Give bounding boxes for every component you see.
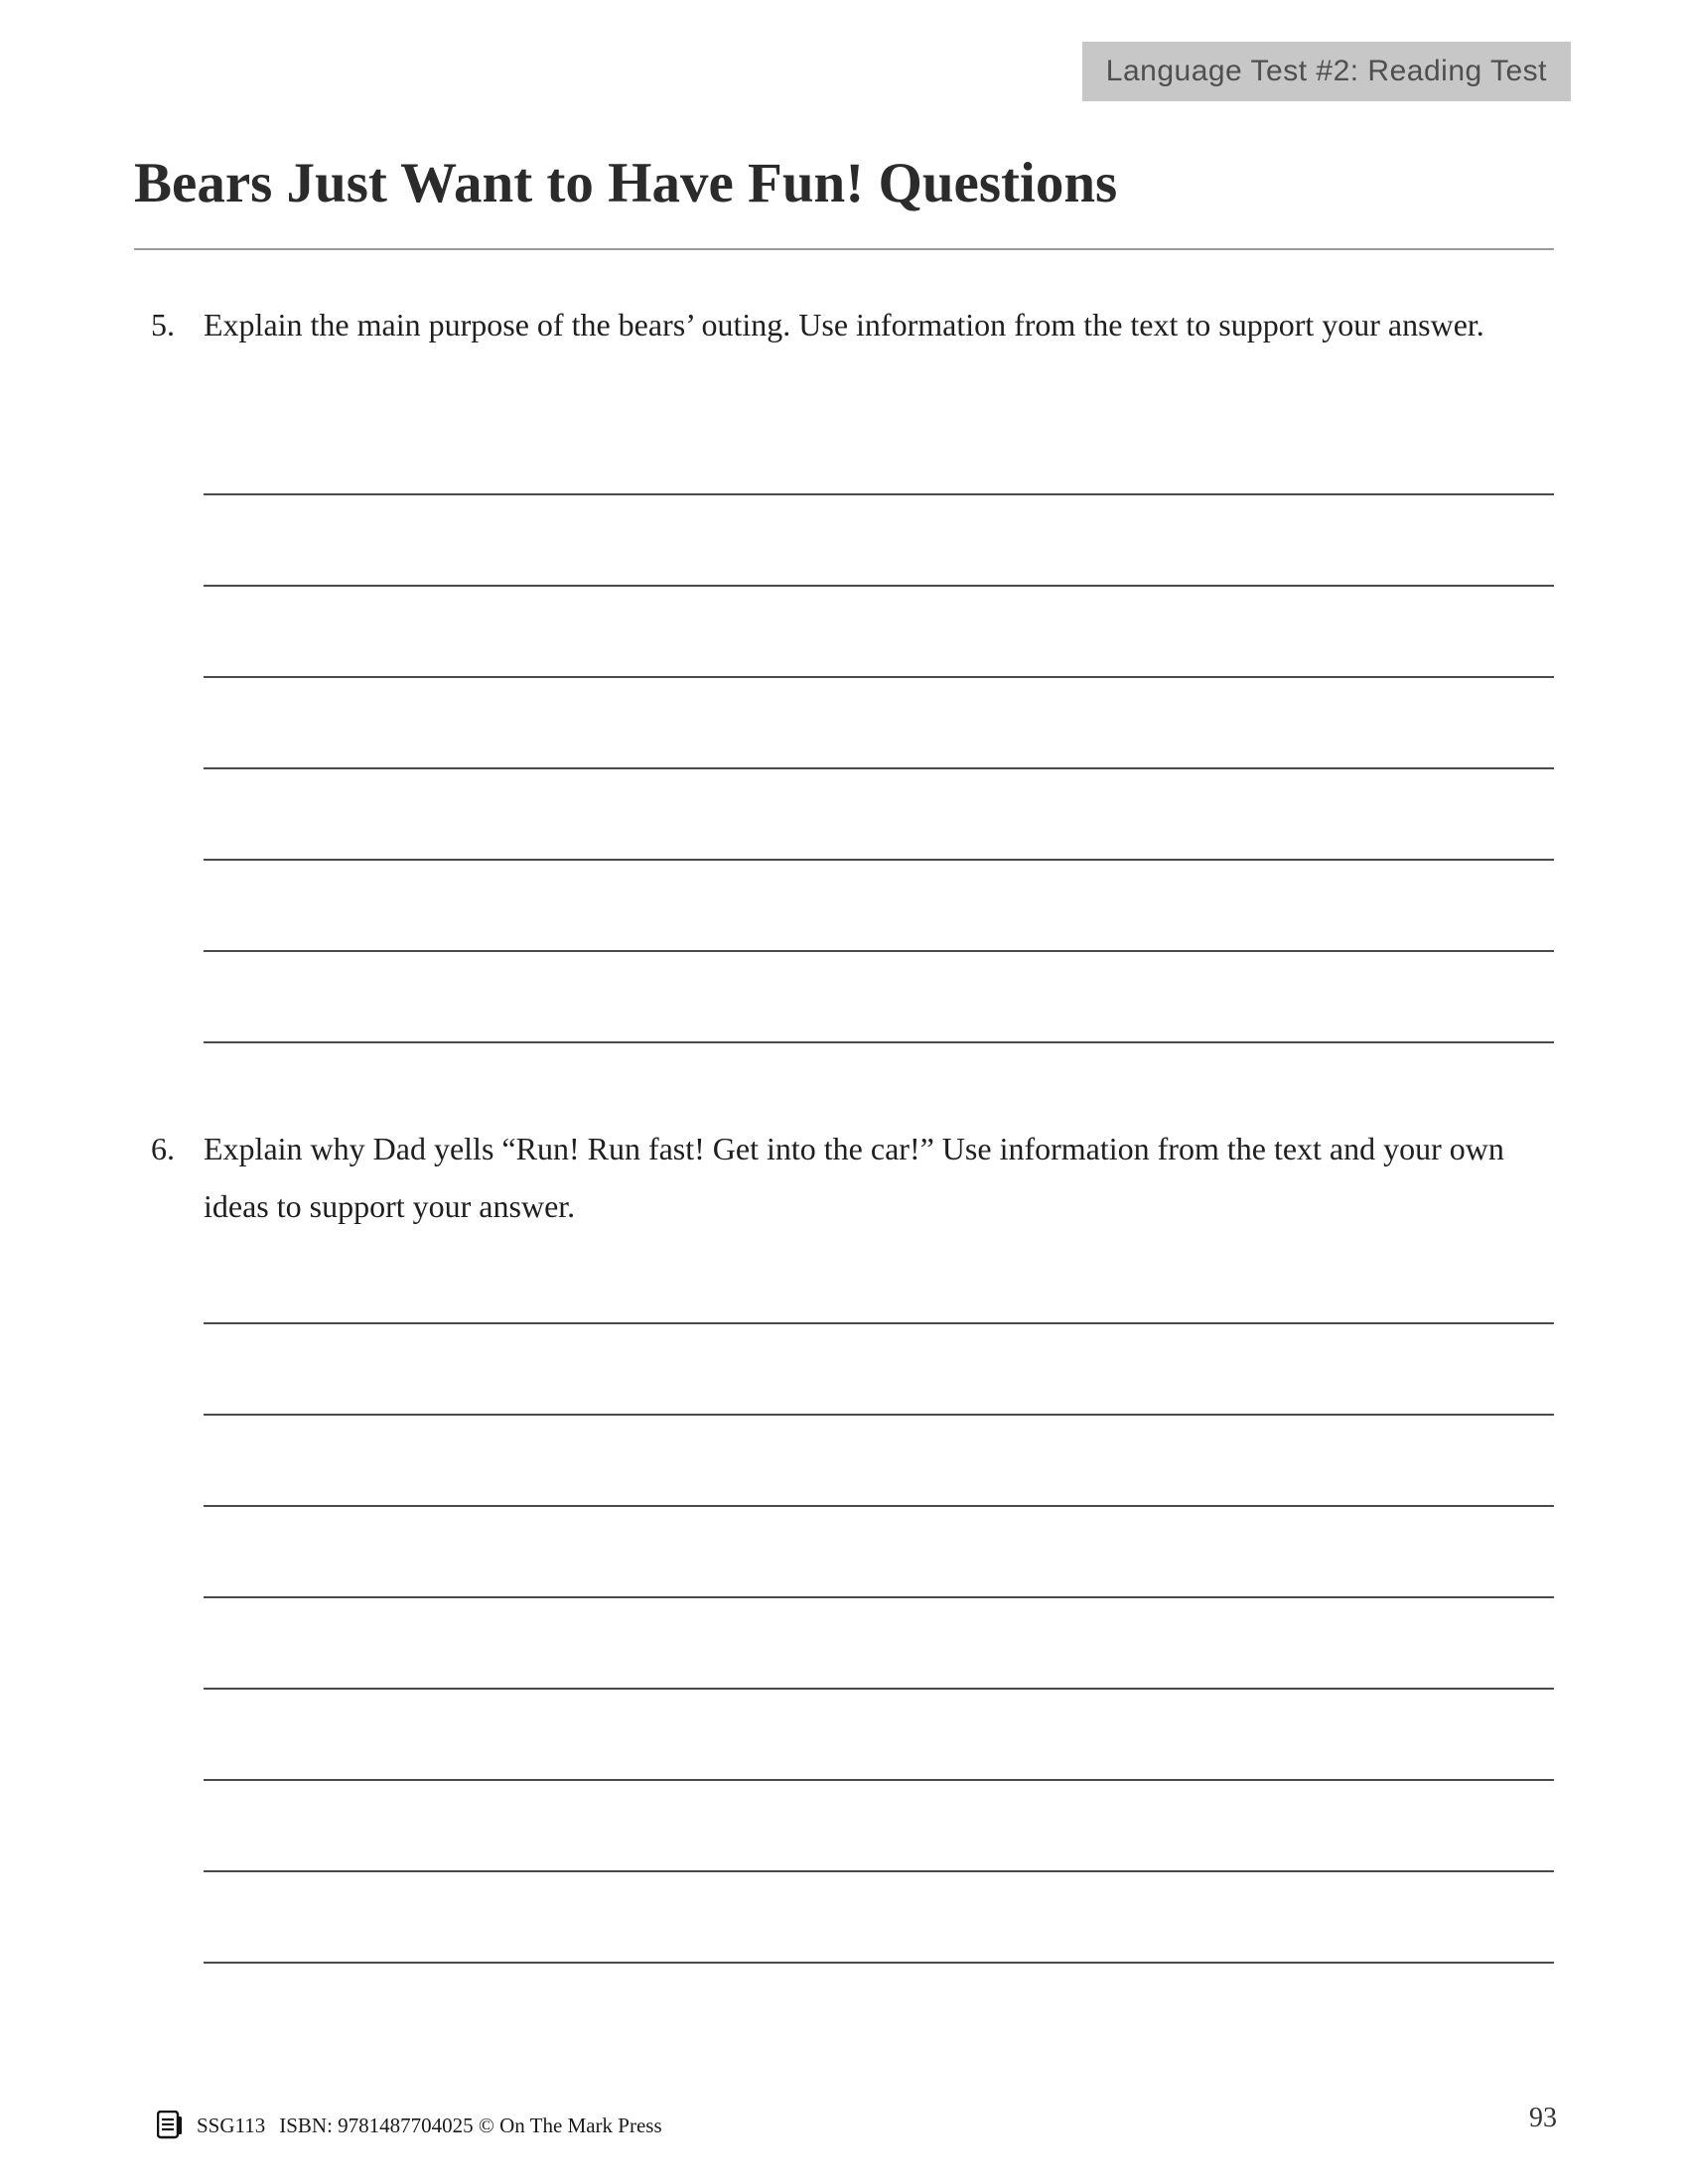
answer-lines-q5 <box>204 404 1554 1043</box>
answer-line <box>204 495 1554 587</box>
question-block-5 <box>151 296 1561 353</box>
footer-code: SSG113 <box>197 2113 266 2137</box>
page-number: 93 <box>1529 2103 1557 2133</box>
answer-line <box>204 1872 1554 1964</box>
page-title: Bears Just Want to Have Fun! Questions <box>134 152 1118 214</box>
answer-line <box>204 1690 1554 1781</box>
question-number: 5. <box>151 307 175 342</box>
answer-line <box>204 952 1554 1043</box>
publisher-logo-icon <box>157 2111 183 2140</box>
answer-line <box>204 678 1554 769</box>
question-block-6 <box>151 1120 1561 1235</box>
answer-line <box>204 1507 1554 1598</box>
question-text: Explain the main purpose of the bears’ outing. Use information from the text to support your answer. <box>204 307 1484 342</box>
answer-lines-q6 <box>204 1233 1554 1964</box>
answer-line <box>204 769 1554 861</box>
answer-line <box>204 1324 1554 1416</box>
answer-line <box>204 1781 1554 1872</box>
answer-line <box>204 1416 1554 1507</box>
question-text: Explain why Dad yells “Run! Run fast! Get into the car!” Use information from the text and your own ideas to support your answer. <box>204 1131 1504 1224</box>
answer-line <box>204 861 1554 952</box>
footer <box>157 2111 662 2140</box>
answer-line <box>204 587 1554 678</box>
answer-line <box>204 404 1554 495</box>
answer-line <box>204 1233 1554 1324</box>
answer-line <box>204 1598 1554 1690</box>
footer-isbn-copyright: ISBN: 9781487704025 © On The Mark Press <box>279 2113 662 2137</box>
title-divider <box>134 248 1554 250</box>
question-number: 6. <box>151 1131 175 1166</box>
header-badge: Language Test #2: Reading Test <box>1082 42 1571 101</box>
